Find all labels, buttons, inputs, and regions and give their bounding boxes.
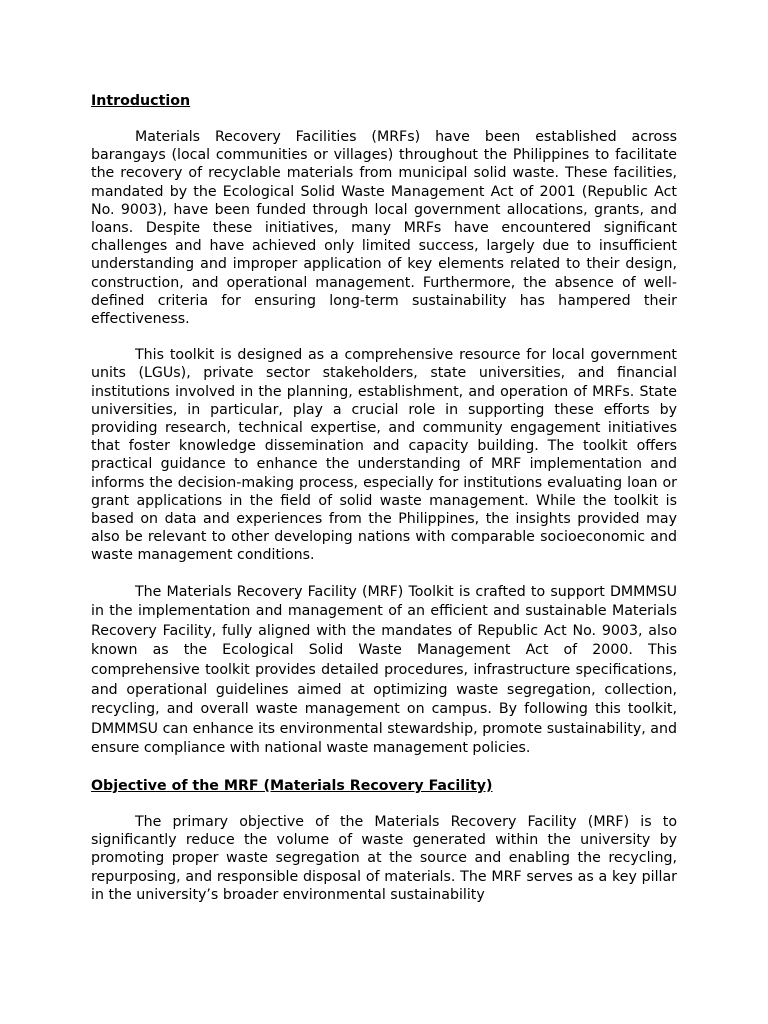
document-page xyxy=(91,91,677,905)
heading-objective: Objective of the MRF (Materials Recovery Facility) xyxy=(91,778,493,795)
heading-introduction: Introduction xyxy=(91,93,191,109)
paragraph-dmmmsu-toolkit: The Materials Recovery Facility (MRF) Toolkit is crafted to support DMMMSU in the implementation and management of an efficient and sustainable Materials Recovery Facility, fully aligned with the mandates of Republic Act No. 9003, also known as the Ecological Solid Waste Management Act of 2000. This comprehensive toolkit provides detailed procedures, infrastructure specifications, and operational guidelines aimed at optimizing waste segregation, collection, recycling, and overall waste management on campus. By following this toolkit, DMMMSU can enhance its environmental stewardship, promote sustainability, and ensure compliance with national waste management policies. xyxy=(91,583,677,757)
paragraph-objective: The primary objective of the Materials Recovery Facility (MRF) is to significantly reduce the volume of waste generated within the university by promoting proper waste segregation at the source and enabling the recycling, repurposing, and responsible disposal of materials. The MRF serves as a key pillar in the university’s broader environmental sustainability xyxy=(91,814,677,903)
paragraph-toolkit-purpose: This toolkit is designed as a comprehensive resource for local government units (LGUs), private sector stakeholders, state universities, and financial institutions involved in the planning, establishment, and operation of MRFs. State universities, in particular, play a crucial role in supporting these efforts by providing research, technical expertise, and community engagement initiatives that foster knowledge dissemination and capacity building. The toolkit offers practical guidance to enhance the understanding of MRF implementation and informs the decision-making process, especially for institutions evaluating loan or grant applications in the field of solid waste management. While the toolkit is based on data and experiences from the Philippines, the insights provided may also be relevant to other developing nations with comparable socioeconomic and waste management conditions. xyxy=(91,347,677,564)
paragraph-mrf-background: Materials Recovery Facilities (MRFs) have been established across barangays (local communities or villages) throughout the Philippines to facilitate the recovery of recyclable materials from municipal solid waste. These facilities, mandated by the Ecological Solid Waste Management Act of 2001 (Republic Act No. 9003), have been funded through local government allocations, grants, and loans. Despite these initiatives, many MRFs have encountered significant challenges and have achieved only limited success, largely due to insufficient understanding and improper application of key elements related to their design, construction, and operational management. Furthermore, the absence of well-defined criteria for ensuring long-term sustainability has hampered their effectiveness. xyxy=(91,129,677,328)
